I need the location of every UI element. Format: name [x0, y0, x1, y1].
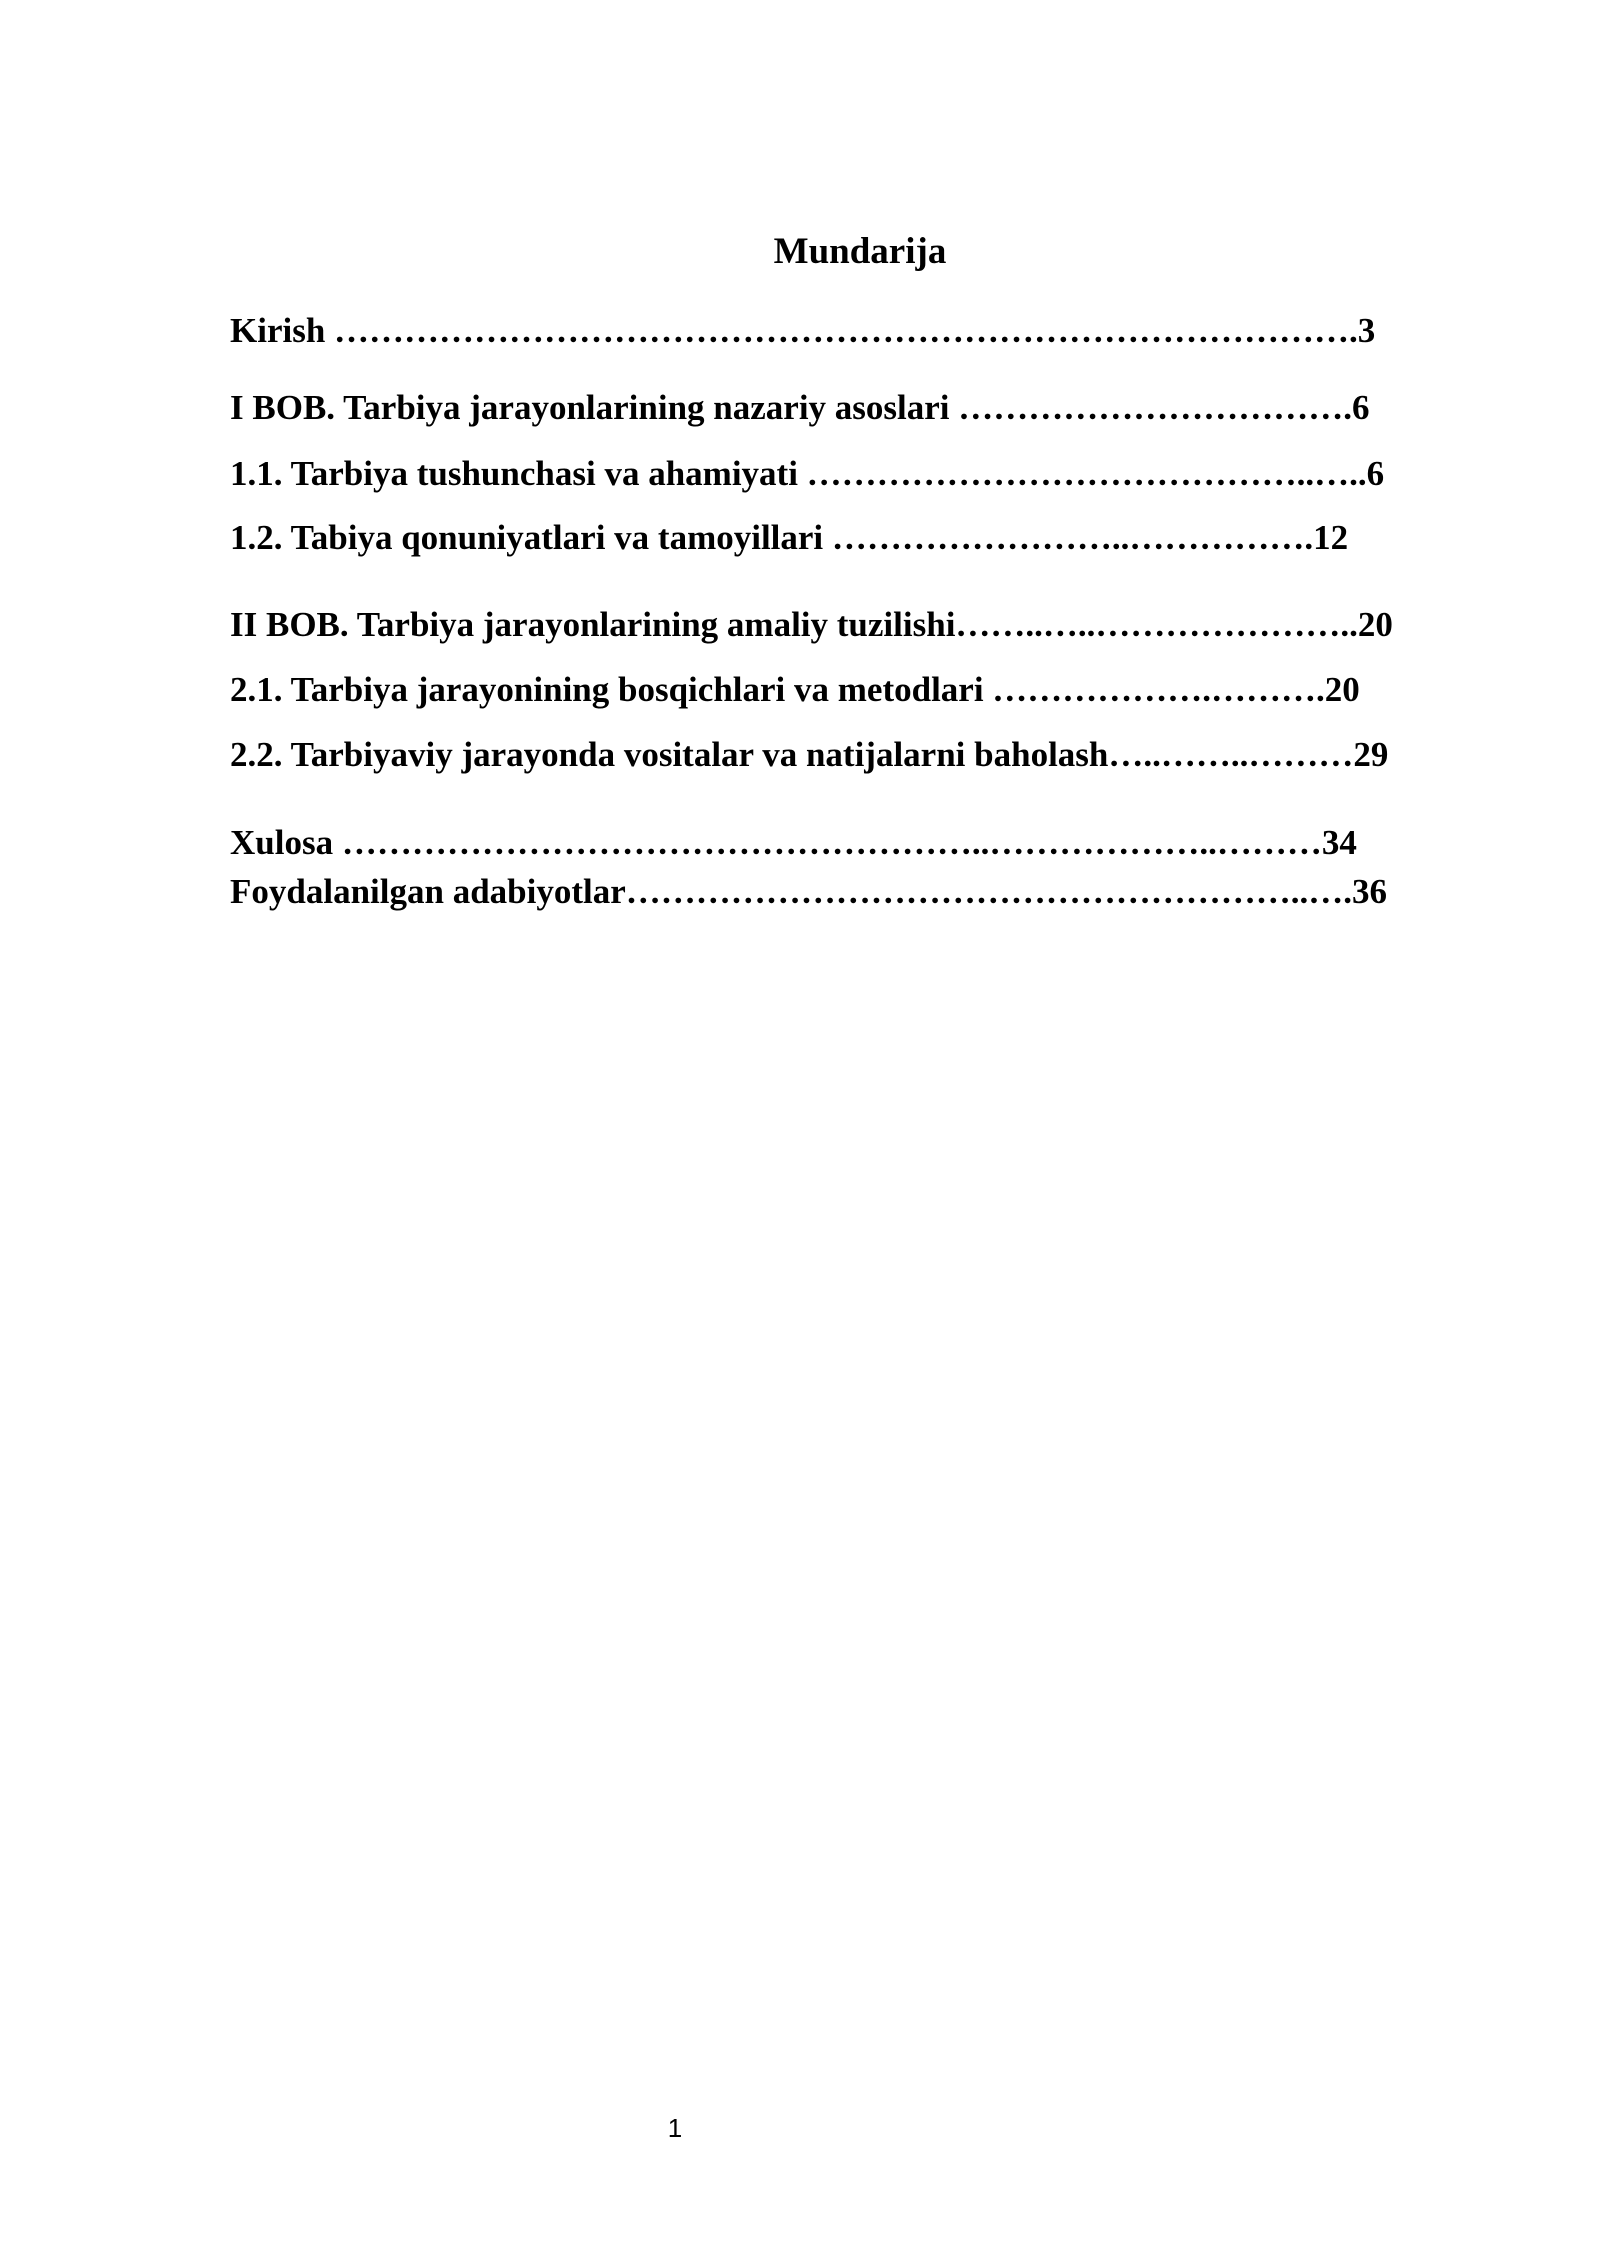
- toc-entry-section-1-2: 1.2. Tabiya qonuniyatlari va tamoyillari ……………………..…………….12: [230, 518, 1349, 557]
- page-number: 1: [667, 2113, 683, 2143]
- toc-entry-chapter-1: I BOB. Tarbiya jarayonlarining nazariy asoslari …………………………….6: [230, 388, 1370, 427]
- toc-entry-section-2-1: 2.1. Tarbiya jarayonining bosqichlari va metodlari ……………….……….20: [230, 670, 1360, 709]
- toc-entry-section-1-1: 1.1. Tarbiya tushunchasi va ahamiyati ……………………………………..…..6: [230, 454, 1385, 493]
- toc-entry-kirish: Kirish …………………………………………………………………………….3: [230, 311, 1376, 350]
- toc-entry-section-2-2: 2.2. Tarbiyaviy jarayonda vositalar va natijalarni baholash…..……..………29: [230, 735, 1389, 774]
- toc-entry-chapter-2: II BOB. Tarbiya jarayonlarining amaliy tuzilishi……..…..…………………..20: [230, 605, 1393, 644]
- toc-title: Mundarija: [773, 231, 947, 272]
- toc-entry-references: Foydalanilgan adabiyotlar…………………………………………………..….36: [230, 872, 1388, 911]
- toc-entry-xulosa: Xulosa ………………………………………………..………………..………34: [230, 823, 1357, 862]
